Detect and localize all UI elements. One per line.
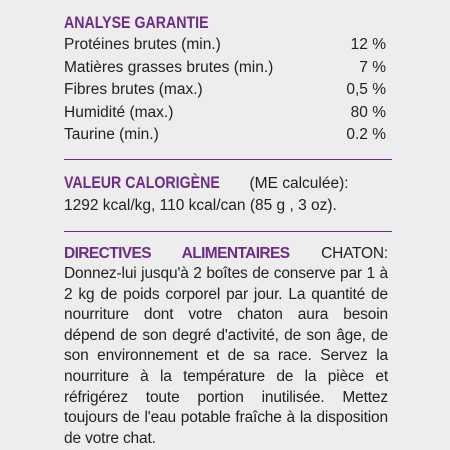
guaranteed-analysis-heading: ANALYSE GARANTIE [64, 14, 209, 32]
nutrient-label: Matières grasses brutes (min.) [64, 58, 274, 76]
table-row [64, 79, 388, 102]
guaranteed-analysis-table [64, 34, 388, 147]
table-row [64, 124, 388, 147]
section-divider [64, 231, 392, 232]
feeding-directions-heading: DIRECTIVES ALIMENTAIRES [64, 244, 290, 262]
nutrient-value: 12 % [350, 36, 386, 53]
table-row [64, 57, 388, 80]
nutrient-label: Humidité (max.) [64, 103, 174, 121]
calorie-heading: VALEUR CALORIGÈNE [64, 173, 220, 192]
nutrient-value: 0,5 % [346, 81, 386, 98]
nutrient-label: Fibres brutes (max.) [64, 81, 203, 98]
feeding-directions-section [64, 244, 388, 450]
calorie-heading-line [64, 172, 388, 194]
feeding-directions-label: CHATON: [289, 244, 389, 262]
calorie-section [64, 172, 388, 217]
nutrient-label: Protéines brutes (min.) [64, 36, 221, 53]
table-row [64, 34, 388, 57]
nutrient-value: 0.2 % [346, 126, 386, 143]
feeding-directions-text: Donnez-lui jusqu'à 2 boîtes de conserve par 1 à 2 kg de poids corporel par jour. La quantité de nourriture dont votre chaton aura besoin dépend de son degré d'activité, de son âge, de son environnement et de sa race. Servez la nourriture à la température de la pièce et réfrigérez toute portion inutilisée. Mettez toujours de l'eau potable fraîche à la disposition de votre chat. [64, 265, 388, 447]
nutrient-value: 7 % [359, 58, 386, 76]
nutrient-value: 80 % [350, 103, 386, 121]
calorie-value: 1292 kcal/kg, 110 kcal/can (85 g , 3 oz). [64, 196, 337, 214]
table-row [64, 102, 388, 125]
nutrient-label: Taurine (min.) [64, 126, 159, 143]
section-divider [64, 159, 392, 160]
calorie-method-note: (ME calculée): [245, 174, 349, 192]
guaranteed-analysis-section [64, 12, 388, 34]
